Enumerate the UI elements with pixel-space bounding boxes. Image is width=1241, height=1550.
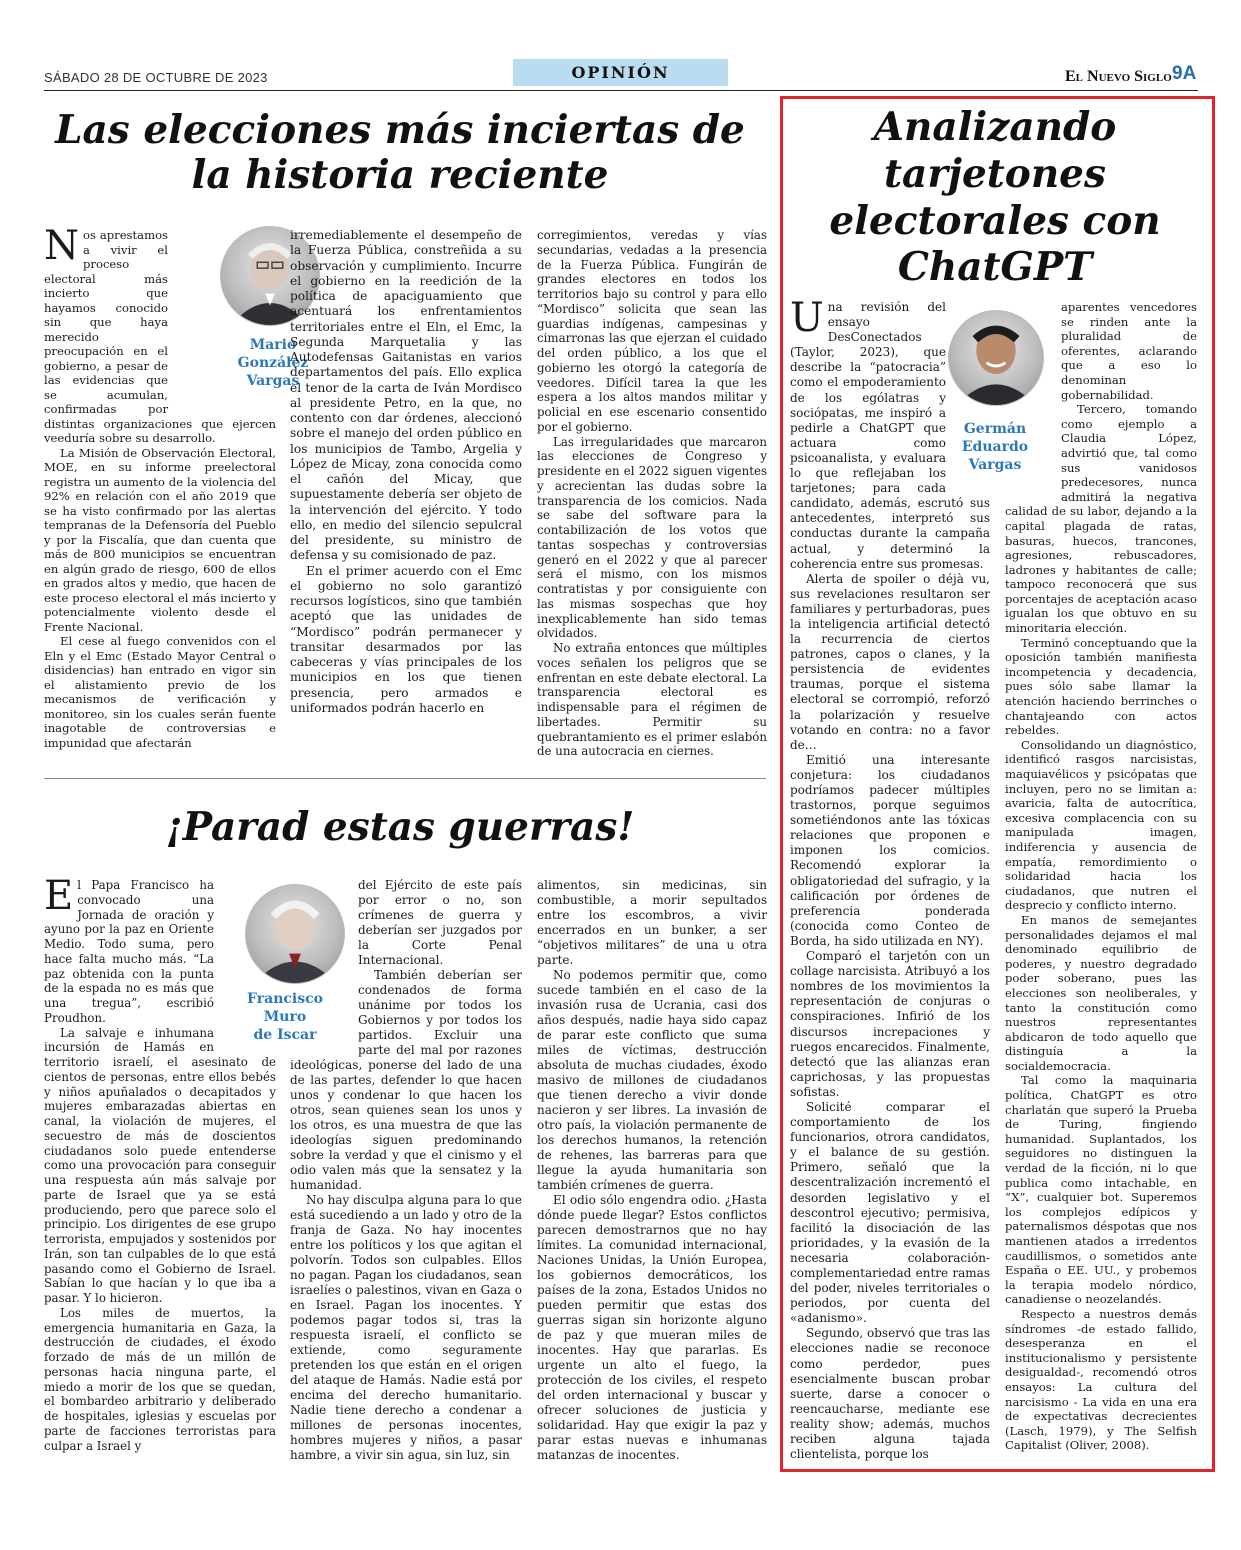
article3-paragraph: Tercero, tomando como ejemplo a Claudia López, advirtió que, tal como sus vanidosos predecesores, nunca admitirá la negativa calidad de su labor, dejando a la capital plagada de ratas, basuras, huecos, trancones, agresiones, rebuscadores, ladrones y habitantes de calle; tampoco reconocerá que sus porcentajes de aceptación acaso igualan los que obtuvo en su minoritaria elección. xyxy=(1005,402,1197,636)
article3-headline: Analizando tarjetones electorales con ChatGPT xyxy=(829,104,1161,291)
article3-paragraph: Emitió una interesante conjetura: los ciudadanos podríamos padecer múltiples trastornos, porque seguimos sometiéndonos ante las tóxicas relaciones que proponen e imponen los comicios. Recomendó explorar la obligatoriedad del sufragio, y la calificación por órdenes de preferencia ponderada (conocida como Conteo de Borda, ha sido utilizada en NY). xyxy=(790,752,990,948)
article2-paragraph: El odio sólo engendra odio. ¿Hasta dónde puede llegar? Estos conflictos parecen demostrarnos que no hay límites. La comunidad internacional, Naciones Unidas, la Unión Europea, los gobiernos democráticos, los países de la zona, Estados Unidos no pueden permitir que estas dos guerras sigan sin horizonte alguno de paz y que mueran miles de inocentes. Hay que pararlas. Es urgente un alto el fuego, la protección de los civiles, el respeto del orden internacional y buscar y ofrecer soluciones de justicia y solidaridad. Hay que exigir la paz y parar estas nuevas e inhumanas matanzas de inocentes. xyxy=(537,1193,767,1462)
article3-paragraph: Consolidando un diagnóstico, identificó rasgos narcisistas, maquiavélicos y psicópatas que incluyen, pero no se limitan a: avaricia, falta de autocrítica, excesiva complacencia con su manipulada imagen, indiferencia y ausencia de empatía, remordimiento o solidaridad hacia los ciudadanos, que nutren el desprecio y conflicto interno. xyxy=(1005,737,1197,913)
article3-paragraph: Segundo, observó que tras las elecciones nadie se reconoce como perdedor, pues esencialmente buscan probar suerte, darse a conocer o reencaucharse, mediante ese reality show; además, muchos reciben alguna tajada clientelista, porque los xyxy=(790,1326,990,1462)
article2-paragraph: No hay disculpa alguna para lo que está sucediendo a un lado y otro de la franja de Gaza. No hay inocentes entre los políticos y los que agitan el polvorín. Todos son culpables. Ellos no pagan. Pagan los ciudadanos, sean israelíes o palestinos, vivan en Gaza o en Israel. Pagan los inocentes. Y podemos pagar todos si, tras la respuesta israelí, el conflicto se extiende, como seguramente pretenden los que están en el origen del ataque de Hamás. Nadie está por encima del derecho humanitario. Nadie tiene derecho a condenar a millones de personas inocentes, hombres mujeres y niños, a pasar hambre, a vivir sin agua, sin luz, sin xyxy=(290,1193,522,1462)
issue-date: SÁBADO 28 DE OCTUBRE DE 2023 xyxy=(44,70,268,85)
article3-paragraph: En manos de semejantes personalidades dejamos el mal denominado equilibrio de poderes, y nuestro degradado poder soberano, pues las elecciones son neoliberales, y tanto la constitución como nuestros representantes abdicaron de todo aquello que distinguía a la socialdemocracia. xyxy=(1005,912,1197,1073)
article3-paragraph: Tal como la maquinaria política, ChatGPT es otro charlatán que superó la Prueba de Turing, fingiendo humanidad. Suplantados, los seguidores no distinguen la verdad de la ficción, ni lo que publica como intachable, en “X”, cualquier bot. Superemos los complejos edípicos y paternalismos déspotas que nos mantienen atados a irredentos caudillismos, o sometidos ante España o EE. UU., y probemos la terapia modelo nórdico, canadiense o neozelandés. xyxy=(1005,1073,1197,1307)
newspaper-name: El Nuevo Siglo xyxy=(1065,68,1172,85)
article3-author-space-right xyxy=(1005,300,1061,490)
article2-paragraph: No podemos permitir que, como sucede también en el caso de la invasión rusa de Ucrania, casi dos años después, nadie haya sido capaz de parar este conflicto que suma miles de víctimas, destrucción absoluta de muchas ciudades, éxodo masivo de millones de ciudadanos que tienen derecho a vivir donde nacieron y ser libres. La invasión de otro país, la violación permanente de los derechos humanos, la retención de rehenes, las barreras para que llegue la ayuda humanitaria son también crímenes de guerra. xyxy=(537,968,767,1192)
article2-paragraph: También deberían ser condenados de forma unánime por todos los Gobiernos y por todos los partidos. Excluir una parte del mal por razones ideológicas, ponerse del lado de una de las partes, defender lo que hacen unos y condenar lo que hacen los otros, sean quienes sean los unos y los otros, es una muestra de que las ideologías siguen predominando sobre la verdad y que el cinismo y el odio valen más que la sensatez y la humanidad. xyxy=(290,968,522,1192)
section-banner: OPINIÓN xyxy=(513,59,728,86)
article1-paragraph: irremediablemente el desempeño de la Fuerza Pública, constreñida a su observación y cumplimiento. Incurre el gobierno en la reedición de la política de apaciguamiento que acentuará los enfrentamientos territoriales entre el Eln, el Emc, la Segunda Marquetalia y las Autodefensas Gaitanistas en varios departamentos del país. Ello explica el tenor de la carta de Iván Mordisco al presidente Petro, en la que, no contento con dar órdenes, aleccionó sobre el manejo del orden público en los municipios de Tambo, Argelia y López de Micay, zona conocida como el cañón del Micay, que supuestamente debería ser objeto de la intervención del ejército. Y todo ello, en medio del silencio sepulcral del presidente, su ministro de defensa y su comisionado de paz. xyxy=(290,228,522,563)
article2-paragraph: La salvaje e inhumana incursión de Hamás en territorio israelí, el asesinato de cientos de personas, entre ellos bebés y niños apuñalados o decapitados y mujeres embarazadas abiertas en canal, la violación de mujeres, el secuestro de más de doscientos ciudadanos solo puede entenderse como una provocación para conseguir una respuesta aún más salvaje por parte de Israel que ya se está produciendo, pero que parece solo el principio. Los dirigentes de ese grupo terrorista, empujados y sostenidos por Irán, son tan culpables de lo que está pasando como el Gobierno de Israel. Sabían lo que hacían y lo que iba a pasar. Y lo hicieron. xyxy=(44,1025,276,1305)
article3-author-name: Germán Eduardo Vargas xyxy=(961,421,1029,473)
article1-col2 xyxy=(290,228,522,768)
article3-col1 xyxy=(790,300,990,1465)
article3-paragraph: Solicité comparar el comportamiento de los funcionarios, otrora candidatos, y el balance de su gestión. Primero, señaló que la descentralización incrementó el desorden legislativo y el descontrol ejecutivo; permisiva, facilitó la disociación de las prioridades, y la evasión de la necesaria colaboración-complementariedad entre ramas del poder, niveles territoriales o periodos, por cuenta del «adanismo». xyxy=(790,1099,990,1326)
article1-paragraph: En el primer acuerdo con el Emc el gobierno no solo garantizó recursos logísticos, sino que también aceptó que las unidades de “Mordisco” podrán permanecer y transitar desarmados por las cabeceras y vías principales de los municipios en los que tienen presencia, pero armados e uniformados podrán hacerlo en xyxy=(290,563,522,715)
article2-lead-paragraph: El Papa Francisco ha convocado una Jornada de oración y ayuno por la paz en Oriente Medio. Todo suma, pero hace falta mucho más. “La paz obtenida con la punta de la espada no es más que una tregua”, escribió Proudhon. xyxy=(44,878,214,1025)
article2-author-space-right xyxy=(290,878,358,1054)
article2-headline: ¡Parad estas guerras! xyxy=(165,804,635,850)
article1-col3 xyxy=(537,228,767,768)
article2-paragraph: Los miles de muertos, la emergencia humanitaria en Gaza, la destrucción de ciudades, el éxodo forzado de más de un millón de personas hacia ninguna parte, el miedo a morir de los que se quedan, el bombardeo arbitrario y deliberado de hospitales, iglesias y escuelas por parte de facciones terroristas para culpar a Israel y xyxy=(44,1305,276,1453)
article3-drop-cap: U xyxy=(790,300,824,341)
article3-paragraph: Comparó el tarjetón con un collage narcisista. Atribuyó a los nombres de los movimientos la representación de conjuras o conspiraciones. Infirió de los discursos increpaciones y ruegos encarecidos. Finalmente, detectó que las alianzas eran caprichosas, y las propuestas sofistas. xyxy=(790,949,990,1099)
article1-paragraph: El cese al fuego convenidos con el Eln y el Emc (Estado Mayor Central o disidencias) han entrado en vigor sin el alistamiento previo de los mecanismos de verificación y monitoreo, sin los cuales serán fuente inagotable de controversias e impunidad que afectarán xyxy=(44,634,276,750)
article3-col2 xyxy=(1005,300,1197,1465)
article2-paragraph: del Ejército de este país por error o no, son crímenes de guerra y deberían ser juzgados por la Corte Penal Internacional. xyxy=(358,878,522,967)
article3-paragraph: Terminó conceptuando que la oposición también manifiesta incompetencia y decadencia, pues sólo sabe llamar la atención haciendo berrinches o chantajeando con actos rebeldes. xyxy=(1005,635,1197,738)
section-divider xyxy=(44,778,766,779)
article1-headline: Las elecciones más inciertas de la historia reciente xyxy=(55,107,745,199)
article2-author-name: Francisco Muro de Iscar xyxy=(247,991,323,1043)
article1-paragraph: corregimientos, veredas y vías secundarias, vedadas a la presencia de la Fuerza Pública. Fungirán de grandes electores en todos los territorios bajo su control y para ello “Mordisco” solicita que sean las guardias indígenas, campesinas y cimarronas las que ejerzan el cuidado del orden público, a los que el gobierno les otorgó la categoría de veedores. Difícil tarea la que les espera a los altos mandos militar y policial en ese escenario consentido por el gobierno. xyxy=(537,228,767,434)
article2-col2 xyxy=(290,878,522,1468)
header-rule xyxy=(44,90,1198,91)
article2-drop-cap: E xyxy=(44,878,74,919)
page-number: 9A xyxy=(1172,63,1197,84)
article3-paragraph: Respecto a nuestros demás síndromes -de estado fallido, desesperanza en el institucionalismo y persistente desigualdad-, recomendó otros ensayos: La cultura del narcisismo - La vida en una era de expectativas decrecientes (Lasch, 1979), y The Selfish Capitalist (Oliver, 2008). xyxy=(1005,1306,1197,1453)
article1-author-name: Mario González Vargas xyxy=(237,337,309,389)
article2-paragraph: alimentos, sin medicinas, sin combustible, a morir sepultados entre los escombros, a vivir encerrados en un bunker, a ser “objetivos militares” de una u otra parte. xyxy=(537,878,767,967)
article3-lead-paragraph: Una revisión del ensayo DesConectados (Taylor, 2023), que describe la “patocracia” como el empoderamiento de los ególatras y sociópatas, me inspiró a pedirle a ChatGPT que actuara como psicoanalista, y evaluara lo que reflejaban los tarjetones; para cada candidato, además, escrutó sus antecedentes, interpretó sus conductas durante la campaña actual, y determinó la coherencia entre sus promesas. xyxy=(790,300,990,571)
article2-col1 xyxy=(44,878,276,1468)
article1-drop-cap: N xyxy=(44,228,79,269)
article2-col3 xyxy=(537,878,767,1468)
article1-paragraph: No extraña entonces que múltiples voces señalen los peligros que se enfrentan en este debate electoral. La transparencia electoral es indispensable para el régimen de libertades. Permitir su quebrantamiento es el primer eslabón de una autocracia en ciernes. xyxy=(537,641,767,759)
article1-paragraph: Las irregularidades que marcaron las elecciones de Congreso y presidente en el 2022 siguen vigentes y acrecientan las dudas sobre la transparencia de los comicios. Nada se sabe del software para la contabilización de los votos que tantas sospechas y controversias generó en el 2022 y que al parecer será el mismo, con los mismos contratistas y por consiguiente con las mismas sospechas que hoy inexplicablemente han sido temas olvidados. xyxy=(537,434,767,641)
article3-paragraph: aparentes vencedores se rinden ante la pluralidad de oferentes, aclarando que a eso lo denominan gobernabilidad. xyxy=(1061,300,1197,402)
article1-lead-paragraph: Nos aprestamos a vivir el proceso electoral más incierto que hayamos conocido sin que haya merecido preocupación en el gobierno, a pesar de las evidencias que se acumulan, confirmadas por distintas organizaciones que ejercen veeduría sobre su desarrollo. xyxy=(44,228,276,445)
article3-paragraph: Alerta de spoiler o déjà vu, sus revelaciones resultaron ser familiares y perturbadoras, pues la inteligencia artificial detectó la recurrencia de ciertos patrones, capos o clanes, y la persistencia de evidentes traumas, porque el sistema electoral se corrompió, reforzó la polarización y resuelve votando en contra: no a favor de… xyxy=(790,571,990,752)
article1-paragraph: La Misión de Observación Electoral, MOE, en su informe preelectoral registra un aumento de la violencia del 92% en relación con el año 2019 que se ha visto confirmado por las alertas tempranas de la Defensoría del Pueblo y por la Fiscalía, que dan cuenta que más de 800 municipios se encuentran en algún grado de riesgo, 600 de ellos en grados altos y medio, que hacen de este proceso electoral el más incierto y potencialmente violento desde el Frente Nacional. xyxy=(44,445,276,634)
